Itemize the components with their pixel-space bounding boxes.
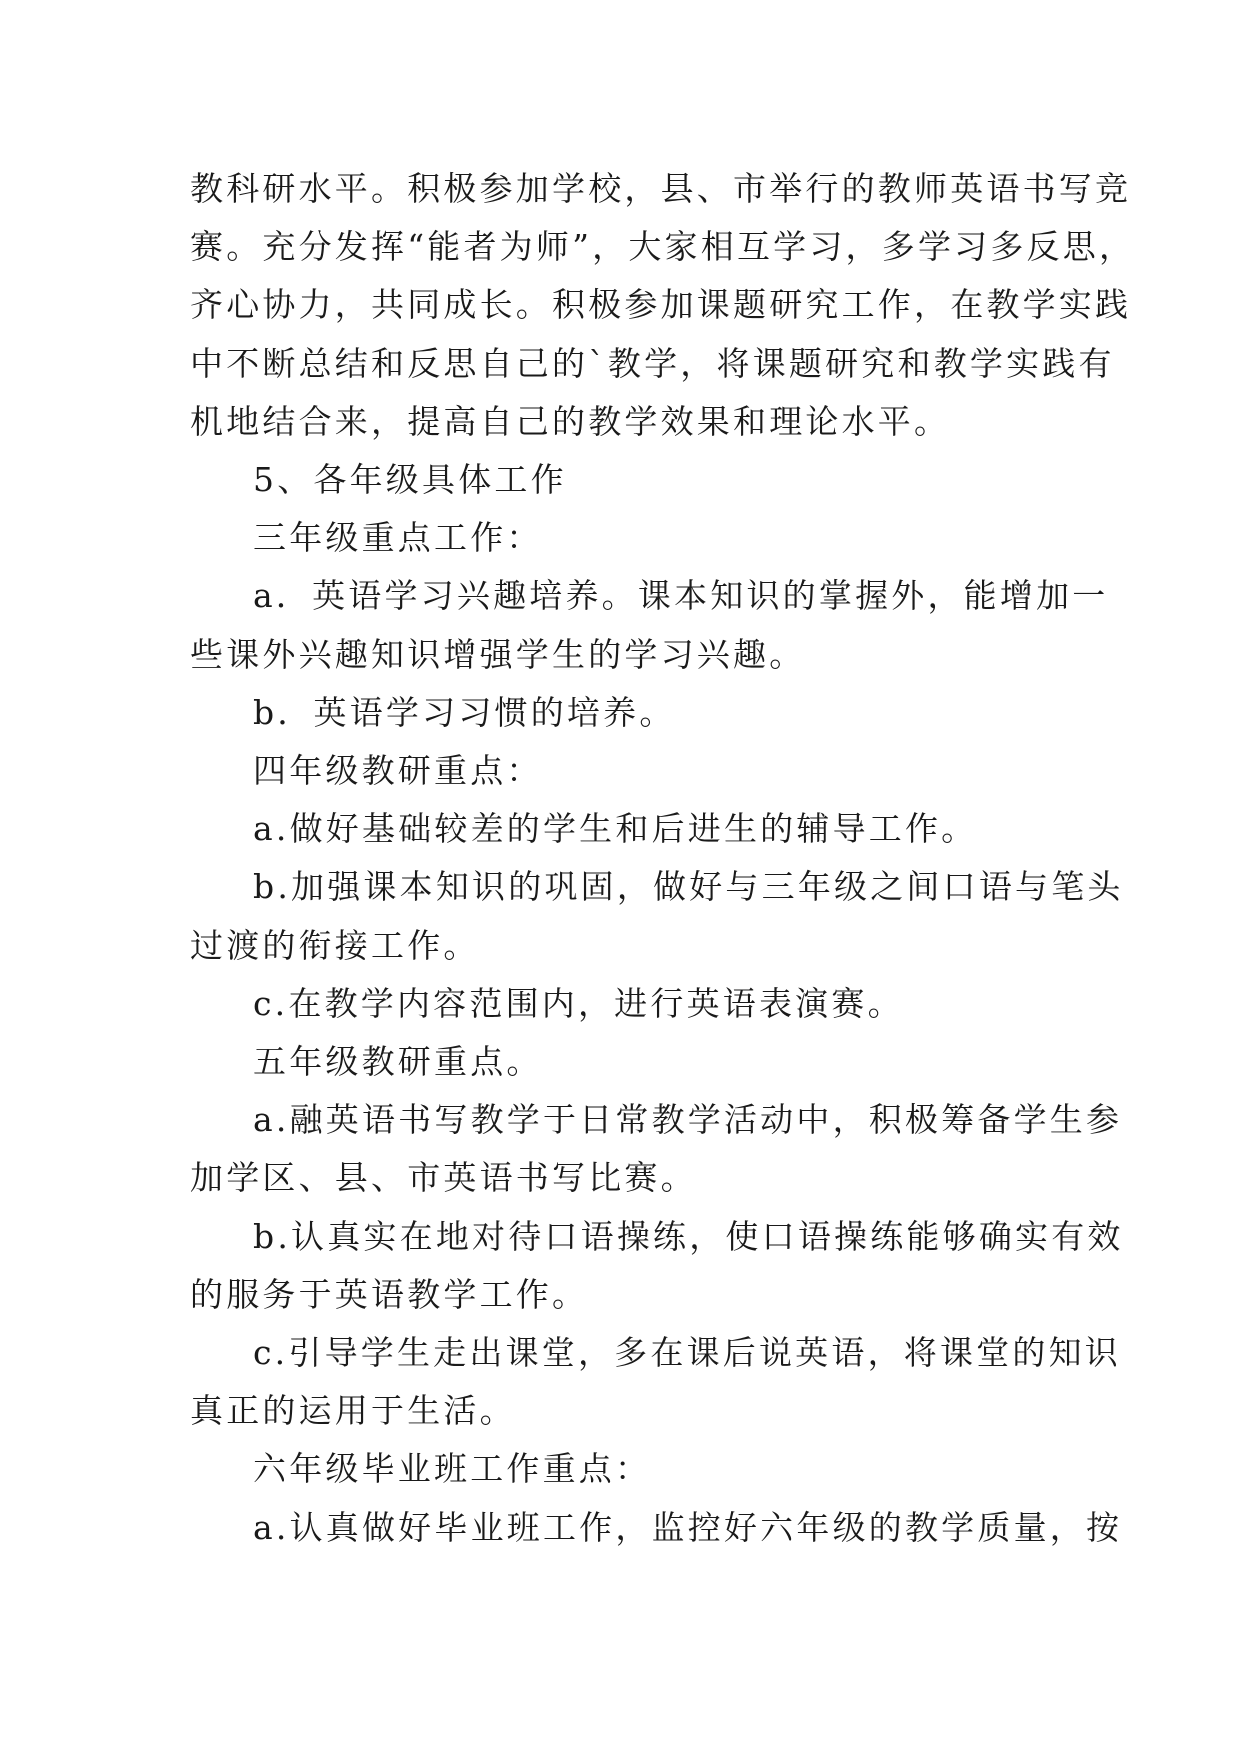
section-heading: 5、各年级具体工作 (253, 460, 567, 500)
text-line: b.加强课本知识的巩固，做好与三年级之间口语与笔头 (253, 867, 1124, 907)
text-line: b．英语学习习惯的培养。 (253, 692, 676, 732)
document-body (190, 160, 1136, 1557)
text-line: a.认真做好毕业班工作，监控好六年级的教学质量，按 (253, 1507, 1123, 1547)
text-line: 齐心协力，共同成长。积极参加课题研究工作，在教学实践 (190, 285, 1132, 325)
text-line: 教科研水平。积极参加学校，县、市举行的教师英语书写竞 (190, 169, 1132, 208)
text-line: 些课外兴趣知识增强学生的学习兴趣。 (190, 634, 806, 674)
text-line: a.做好基础较差的学生和后进生的辅导工作。 (253, 809, 978, 849)
text-line: 中不断总结和反思自己的`教学，将课题研究和教学实践有 (190, 343, 1115, 383)
text-line: b.认真实在地对待口语操练，使口语操练能够确实有效 (253, 1216, 1124, 1256)
text-line: a．英语学习兴趣培养。课本知识的掌握外，能增加一 (253, 576, 1109, 616)
text-line: 机地结合来，提高自己的教学效果和理论水平。 (190, 401, 951, 441)
text-line: a.融英语书写教学于日常教学活动中，积极筹备学生参 (253, 1100, 1123, 1140)
text-line: c.引导学生走出课堂，多在课后说英语，将课堂的知识 (253, 1333, 1121, 1373)
grade-heading: 三年级重点工作： (253, 518, 543, 558)
text-line: 过渡的衔接工作。 (190, 925, 480, 965)
grade-heading: 六年级毕业班工作重点： (253, 1449, 652, 1489)
text-line: 真正的运用于生活。 (190, 1391, 516, 1431)
text-line: c.在教学内容范围内，进行英语表演赛。 (253, 983, 904, 1023)
text-line: 加学区、县、市英语书写比赛。 (190, 1158, 697, 1198)
text-line: 的服务于英语教学工作。 (190, 1274, 589, 1314)
grade-heading: 四年级教研重点： (253, 751, 543, 791)
text-line: 赛。充分发挥“能者为师”，大家相互学习，多学习多反思， (190, 227, 1136, 267)
grade-heading: 五年级教研重点。 (253, 1042, 543, 1082)
